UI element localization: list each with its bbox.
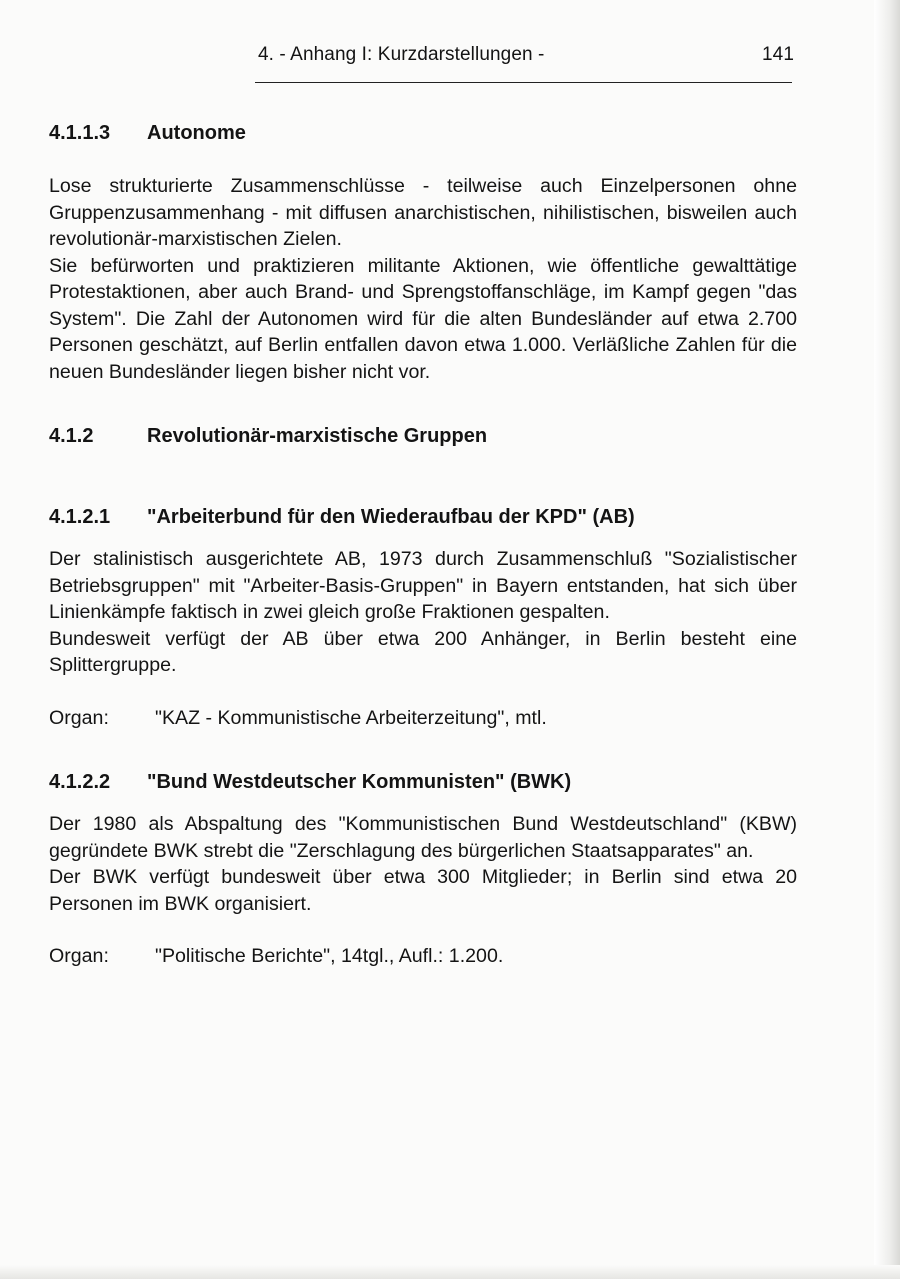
section-title: "Bund Westdeutscher Kommunisten" (BWK)	[147, 771, 572, 793]
paragraph: Der 1980 als Abspaltung des "Kommunistischen Bund Westdeutschland" (KBW) gegründete BWK strebt die "Zerschlagung des bürgerlichen Staatsapparates" an.	[49, 813, 797, 862]
organ-value: "KAZ - Kommunistische Arbeiterzeitung", mtl.	[155, 706, 547, 729]
paragraph: Bundesweit verfügt der AB über etwa 200 Anhänger, in Berlin besteht eine Splittergruppe.	[49, 627, 797, 676]
page-number: 141	[761, 44, 794, 65]
paragraph: Der stalinistisch ausgerichtete AB, 1973 durch Zusammenschluß "Sozialistischer Betriebsgruppen" mit "Arbeiter-Basis-Gruppen" in Bayern entstanden, hat sich über Linienkämpfe faktisch in zwei gleich große Fraktionen gespalten.	[49, 548, 797, 623]
organ-value: "Politische Berichte", 14tgl., Aufl.: 1.200.	[155, 945, 504, 967]
header-rule	[255, 82, 792, 83]
main-content	[49, 118, 797, 970]
section-title: Autonome	[147, 122, 246, 144]
section-heading-autonome	[49, 118, 797, 148]
organ-line	[49, 943, 797, 970]
section-heading-ab	[49, 502, 797, 532]
section-title: Revolutionär-marxistische Gruppen	[147, 425, 488, 447]
scan-bottom-shadow	[0, 1265, 900, 1279]
section-heading-bwk	[49, 767, 797, 797]
section-heading-revolutionaer-marxistisch	[49, 421, 797, 451]
organ-line	[49, 705, 797, 732]
section-number: 4.1.2.2	[49, 771, 111, 793]
paragraph: Lose strukturierte Zusammenschlüsse - teilweise auch Einzelpersonen ohne Gruppenzusammenhang - mit diffusen anarchistischen, nihilistischen, bisweilen auch revolutionär-marxistischen Zielen.	[49, 175, 797, 250]
organ-label: Organ:	[49, 945, 109, 967]
section-number: 4.1.2.1	[49, 506, 111, 528]
section-number: 4.1.2	[49, 425, 94, 447]
header-title: 4. - Anhang I: Kurzdarstellungen -	[258, 44, 545, 65]
organ-label: Organ:	[49, 706, 109, 729]
paragraph: Der BWK verfügt bundesweit über etwa 300 Mitglieder; in Berlin sind etwa 20 Personen im BWK organisiert.	[49, 866, 797, 915]
section-title: "Arbeiterbund für den Wiederaufbau der KPD" (AB)	[147, 506, 635, 528]
section-number: 4.1.1.3	[49, 122, 111, 144]
paragraph: Sie befürworten und praktizieren militante Aktionen, wie öffentliche gewalttätige Protestaktionen, aber auch Brand- und Sprengstoffanschläge, im Kampf gegen "das System". Die Zahl der Autonomen wird für die alten Bundesländer auf etwa 2.700 Personen geschätzt, auf Berlin entfallen davon etwa 1.000. Verläßliche Zahlen für die neuen Bundesländer liegen bisher nicht vor.	[49, 254, 797, 383]
scan-edge-shadow	[874, 0, 900, 1279]
